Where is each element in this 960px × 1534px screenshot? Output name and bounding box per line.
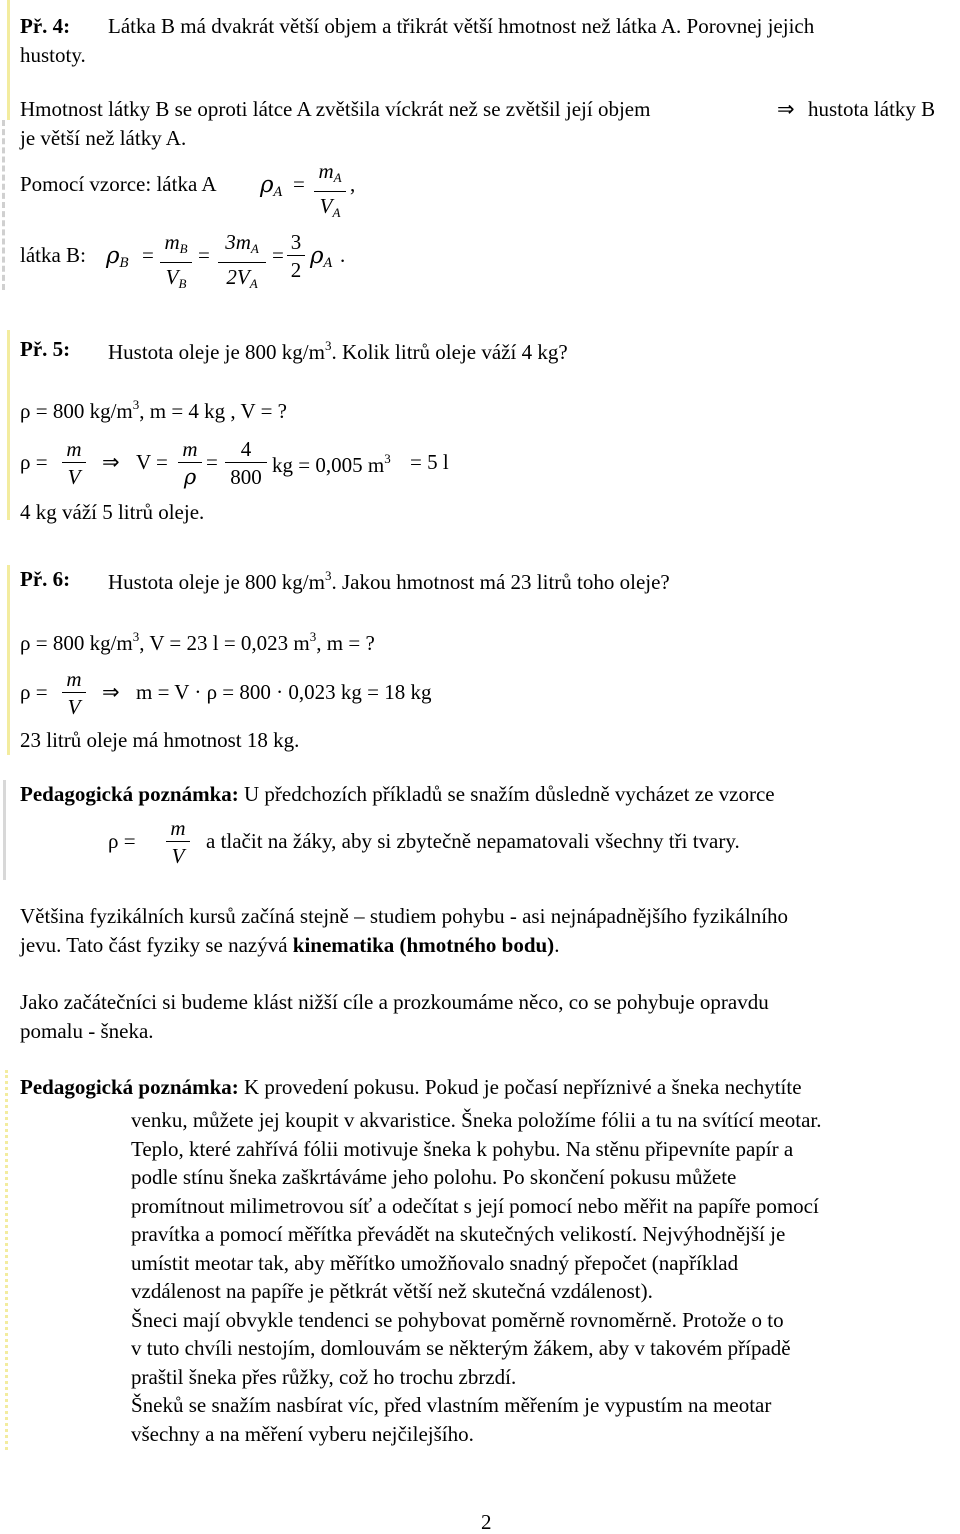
fraction-m-over-rho: m ρ [178, 438, 202, 488]
example-5-task: Hustota oleje je 800 $kg/m^3$. Kolik litrů oleje váží 4 kg? [108, 338, 568, 364]
margin-line-ex6 [7, 565, 10, 755]
equals-sign: = [293, 172, 305, 196]
rho-equals: ρ = [20, 680, 48, 704]
mass-calculation: m = V · ρ = 800 · 0,023 kg = 18 kg [136, 680, 432, 704]
pedagogical-note-2-body [131, 1106, 821, 1448]
fraction-numerator: $m_A$ [318, 159, 342, 185]
kinematics-term: kinematika (hmotného bodu) [292, 933, 555, 957]
equals-sign: = [198, 243, 210, 267]
note-2-line: umístit meotar tak, aby měřítko umožňovalo snadný přepočet (například [131, 1250, 739, 1275]
fraction-m-over-v: m V [62, 438, 86, 488]
example-6-task: Hustota oleje je 800 $kg/m^3$. Jakou hmotnost má 23 litrů toho oleje? [108, 568, 670, 594]
comma: , [350, 172, 356, 196]
kinematics-paragraph-line-2: jevu. Tato část fyziky se nazývá kinematika (hmotného bodu). [20, 933, 560, 957]
snail-paragraph-line-1: Jako začátečníci si budeme klást nižší cíle a prozkoumáme něco, co se pohybuje opravdu [20, 990, 769, 1014]
note-2-line: Šneků se snažím nasbírat víc, před vlastním měřením je vypustím na meotar [131, 1393, 772, 1417]
fraction-m-over-v: m V [62, 668, 86, 718]
example-6-given: ρ = 800 $kg/m^3$, V = 23 l = 0,023 $m^3$, m = ? [20, 629, 375, 655]
note-2-line: pravítka a pomocí měřítka převádět na skutečných velikostí. Nejvýhodnější je [131, 1222, 786, 1246]
rho-b-symbol: $\rho_B$ [106, 243, 130, 271]
period: . [340, 243, 346, 267]
note-2-line: venku, můžete jej koupit v akvaristice. Šneka položíme fólii a tu na svítící meotar. [131, 1108, 822, 1132]
example-4-task-line-2: hustoty. [20, 43, 86, 67]
fraction-m-over-v: m V [166, 817, 190, 867]
example-4-task-line-1: Látka B má dvakrát větší objem a třikrát větší hmotnost než látka A. Porovnej jejich [108, 14, 815, 38]
rho-equals: ρ = [108, 829, 136, 853]
rho-a-symbol: $\rho_A$ [310, 243, 333, 271]
example-4-reasoning-line-1: Hmotnost látky B se oproti látce A zvětšila víckrát než se zvětšil její objem [20, 97, 651, 121]
note-2-line: v tuto chvíli nestojím, domlouvám se některým žákem, aby v takovém případě [131, 1336, 791, 1360]
implies-arrow: ⇒ [102, 680, 120, 704]
result-liters: = 5 l [410, 450, 449, 474]
example-6-label: Př. 6: [20, 567, 71, 591]
note-2-line: Teplo, které zahřívá fólii motivuje šneka k pohybu. Na stěnu připevníte papír a [131, 1136, 794, 1161]
example-4-label: Př. 4: [20, 14, 71, 38]
margin-line-note1 [3, 780, 6, 880]
v-equals: V = [136, 450, 168, 474]
result-cubic-meters: kg = 0,005 $m^3$ [272, 451, 391, 477]
kinematics-paragraph-line-1: Většina fyzikálních kursů začíná stejně – studiem pohybu - asi nejnápadnějšího fyzikálního [20, 904, 789, 928]
example-4-reasoning-line-1b: hustota látky B [808, 97, 936, 121]
fraction-denominator: $V_A$ [319, 194, 341, 220]
equals-sign: = [206, 450, 218, 474]
note-2-line: všechny a na měření vyberu nejčilejšího. [131, 1421, 474, 1446]
rho-equals: ρ = [20, 450, 48, 474]
example-5-given: ρ = 800 $kg/m^3$, m = 4 kg , V = ? [20, 397, 287, 423]
fraction-4-over-800: 4 800 [225, 438, 267, 488]
equals-sign: = [272, 243, 284, 267]
implies-arrow: ⇒ [777, 97, 795, 121]
example-5-label: Př. 5: [20, 337, 71, 361]
note-2-line: promítnout milimetrovou síť a odečítat s její pomocí nebo měřit na papíře pomocí [131, 1193, 819, 1218]
fraction-mb-over-vb: $m_B$ $V_B$ [160, 231, 192, 295]
pedagogical-note-1: Pedagogická poznámka: U předchozích příkladů se snažím důsledně vycházet ze vzorce [20, 782, 775, 806]
note-2-line: vzdálenost na papíře je pětkrát větší než skutečná vzdálenost). [131, 1279, 653, 1303]
fraction-3-over-2: 3 2 [287, 231, 305, 281]
margin-line-ex5 [7, 330, 10, 520]
margin-line-note2 [5, 1070, 8, 1450]
page-number: 2 [481, 1510, 492, 1534]
equals-sign: = [142, 243, 154, 267]
fraction-ma-over-va [314, 160, 346, 224]
example-4-reasoning-line-2: je větší než látky A. [20, 126, 187, 150]
note-label: Pedagogická poznámka: [20, 782, 239, 806]
note-2-line: praštil šneka přes růžky, což ho trochu zbrzdí. [131, 1364, 517, 1389]
note-1-continuation: a tlačit na žáky, aby si zbytečně nepamatovali všechny tři tvary. [206, 829, 740, 853]
implies-arrow: ⇒ [102, 450, 120, 474]
substance-b-label: látka B: [20, 243, 86, 267]
note-2-line: Šneci mají obvykle tendenci se pohybovat poměrně rovnoměrně. Protože o to [131, 1307, 784, 1332]
note-2-line: podle stínu šneka zaškrtáváme jeho polohu. Po skončení pokusu můžete [131, 1165, 737, 1189]
note-label: Pedagogická poznámka: [20, 1075, 239, 1099]
snail-paragraph-line-2: pomalu - šneka. [20, 1019, 154, 1043]
example-6-answer: 23 litrů oleje má hmotnost 18 kg. [20, 728, 300, 752]
margin-line-ex4 [7, 0, 10, 120]
pedagogical-note-2-first-line: Pedagogická poznámka: K provedení pokusu. Pokud je počasí nepříznivé a šneka nechytíte [20, 1075, 802, 1099]
example-5-answer: 4 kg váží 5 litrů oleje. [20, 500, 205, 524]
rho-a-symbol: $\rho_A$ [260, 172, 283, 200]
formula-intro: Pomocí vzorce: látka A [20, 172, 217, 196]
margin-line-ex4-gray [2, 120, 5, 290]
fraction-3ma-over-2va: $3m_A$ $2V_A$ [218, 231, 266, 295]
